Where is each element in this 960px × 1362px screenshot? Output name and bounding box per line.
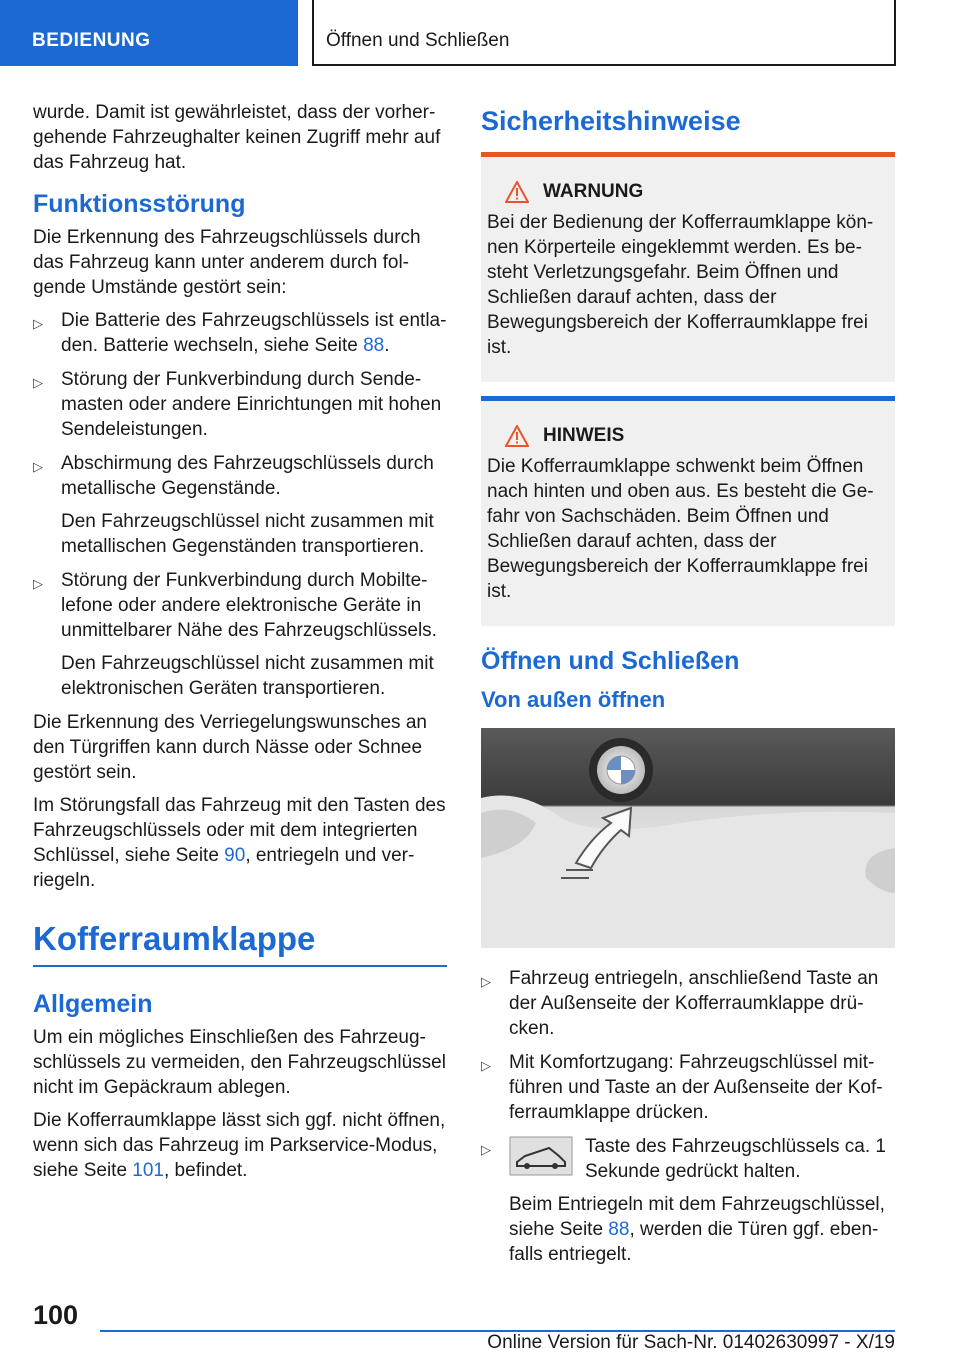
- page-header: [0, 0, 960, 66]
- page-link[interactable]: 101: [132, 1160, 164, 1181]
- opening-steps-list: [481, 966, 895, 1267]
- list-item: ▷ Die Batterie des Fahrzeugschlüssels ist entladen. Batterie wechseln, siehe Seite 88.: [33, 310, 447, 356]
- warning-triangle-icon: [505, 181, 529, 203]
- stoerungsfall-paragraph: Im Störungsfall das Fahrzeug mit den Tasten des Fahrzeugschlüssels oder mit dem integrierten Schlüssel, siehe Seite 90, entriegeln und verriegeln.: [33, 795, 446, 891]
- note-box: [481, 396, 895, 626]
- list-item: ▷ Fahrzeug entriegeln, anschließend Taste an der Außenseite der Kofferraumklappe drücken.: [481, 968, 879, 1039]
- heading-funktionsstoerung: Funktionsstörung: [33, 190, 246, 218]
- disturbance-list: [33, 308, 447, 701]
- triangle-bullet-icon: ▷: [33, 375, 43, 390]
- chapter-title: Öffnen und Schließen: [312, 0, 896, 66]
- heading-kofferraumklappe: Kofferraumklappe: [33, 919, 447, 967]
- warning-box: [481, 152, 895, 382]
- page-link[interactable]: 88: [363, 335, 385, 356]
- warning-triangle-icon: [505, 425, 529, 447]
- warning-text: Bei der Bedienung der Kofferraumklappe können Körperteile eingeklemmt werden. Es besteht Verletzungsgefahr. Beim Öffnen und Schließen darauf achten, dass der Bewegungsbereich der Kofferraumklappe frei ist.: [487, 212, 874, 358]
- footer-text: Online Version für Sach-Nr. 01402630997 - X/19: [487, 1332, 895, 1353]
- funk-paragraph: Die Erkennung des Fahrzeugschlüssels durch das Fahrzeug kann unter anderem durch folgende Umstände gestört sein:: [33, 227, 421, 298]
- section-tab: BEDIENUNG: [0, 0, 298, 66]
- triangle-bullet-icon: ▷: [481, 974, 491, 989]
- list-item: ▷ Abschirmung des Fahrzeugschlüssels durch metallische Gegenstände. Den Fahrzeugschlüssel nicht zusammen mit metallischen Gegenständen transportieren.: [33, 451, 447, 559]
- warning-title: WARNUNG: [543, 181, 644, 202]
- allgemein-paragraph-2: Die Kofferraumklappe lässt sich ggf. nicht öffnen, wenn sich das Fahrzeug im Parkservice-Modus, siehe Seite 101, befindet.: [33, 1110, 446, 1181]
- note-title: HINWEIS: [543, 425, 625, 446]
- list-item-sub: Den Fahrzeugschlüssel nicht zusammen mit elektronischen Geräten transportieren.: [61, 653, 434, 699]
- list-item: ▷ Störung der Funkverbindung durch Sendemasten oder andere Einrichtungen mit hohen Sendeleistungen.: [33, 369, 442, 440]
- heading-allgemein: Allgemein: [33, 990, 153, 1018]
- heading-sicherheitshinweise: Sicherheitshinweise: [481, 106, 741, 136]
- list-item: ▷ Störung der Funkverbindung durch Mobiltelefone oder andere elektronische Geräte in unmittelbarer Nähe des Fahrzeugschlüssels. Den Fahrzeugschlüssel nicht zusammen mit elektronischen Geräten transportieren.: [33, 568, 447, 701]
- heading-von-aussen-oeffnen: Von außen öffnen: [481, 687, 666, 712]
- trunk-button-photo: [481, 728, 895, 948]
- triangle-bullet-icon: ▷: [33, 459, 43, 474]
- list-item-sub: Den Fahrzeugschlüssel nicht zusammen mit metallischen Gegenständen transportieren.: [61, 511, 434, 557]
- right-column: [481, 100, 895, 1276]
- verriegelung-paragraph: Die Erkennung des Verriegelungswunsches an den Türgriffen kann durch Nässe oder Schnee gestört sein.: [33, 712, 427, 783]
- allgemein-paragraph-1: Um ein mögliches Einschließen des Fahrzeugschlüssels zu vermeiden, den Fahrzeugschlüssel nicht im Gepäckraum ablegen.: [33, 1027, 446, 1098]
- list-item: ▷ Mit Komfortzugang: Fahrzeugschlüssel mitführen und Taste an der Außenseite der Kofferraumklappe drücken.: [481, 1052, 883, 1123]
- triangle-bullet-icon: ▷: [33, 316, 43, 331]
- left-column: [33, 100, 447, 1191]
- page-link[interactable]: 88: [608, 1219, 630, 1240]
- note-text: Die Kofferraumklappe schwenkt beim Öffnen nach hinten und oben aus. Es besteht die Gefahr von Sachschäden. Beim Öffnen und Schließen darauf achten, dass der Bewegungsbereich der Kofferraumklappe frei ist.: [487, 456, 874, 602]
- page-number: 100: [33, 1300, 79, 1330]
- list-item-sub: Beim Entriegeln mit dem Fahrzeugschlüssel, siehe Seite 88, werden die Türen ggf. ebenfalls entriegelt.: [509, 1194, 885, 1265]
- triangle-bullet-icon: ▷: [481, 1058, 491, 1073]
- trunk-key-icon: [509, 1136, 573, 1176]
- heading-oeffnen-schliessen: Öffnen und Schließen: [481, 647, 740, 675]
- triangle-bullet-icon: ▷: [481, 1142, 491, 1157]
- triangle-bullet-icon: ▷: [33, 576, 43, 591]
- intro-paragraph: wurde. Damit ist gewährleistet, dass der vorhergehende Fahrzeughalter keinen Zugriff mehr auf das Fahrzeug hat.: [33, 102, 441, 173]
- list-item: ▷ Taste des Fahrzeugschlüssels ca. 1 Sekunde gedrückt halten. Beim Entriegeln mit dem Fahrzeugschlüssel, siehe Seite 88, werden die Türen ggf. ebenfalls entriegelt.: [481, 1134, 895, 1267]
- page-link[interactable]: 90: [224, 845, 246, 866]
